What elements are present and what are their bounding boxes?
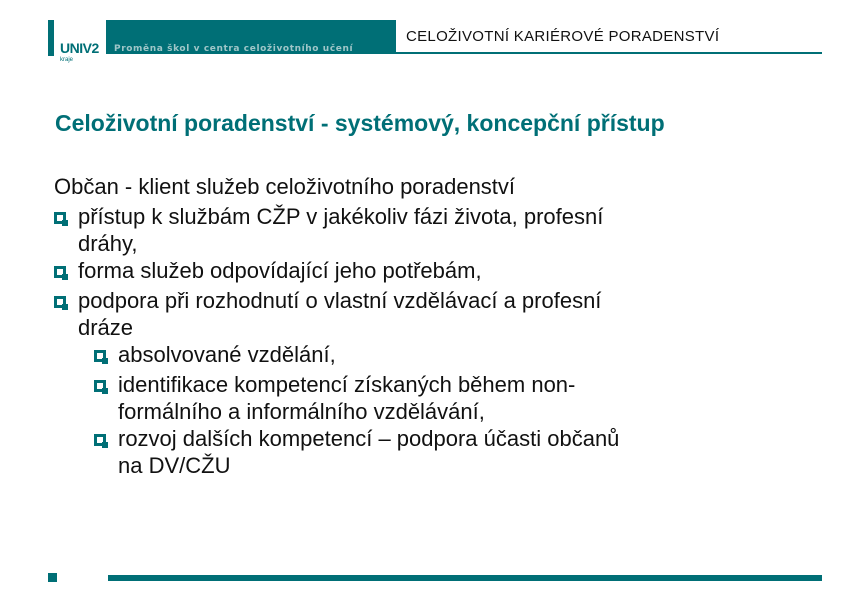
checkbox-bullet-icon xyxy=(54,212,66,224)
logo-accent xyxy=(48,20,54,56)
checkbox-bullet-icon xyxy=(94,434,106,446)
header-tagline: Proměna škol v centra celoživotního učení xyxy=(114,44,354,54)
checkbox-bullet-icon xyxy=(94,350,106,362)
logo-text: UNIV2 xyxy=(60,40,99,56)
logo-subtext: kraje xyxy=(60,57,74,63)
sub-list-item xyxy=(94,424,814,478)
bullet-text-cont: dráze xyxy=(78,315,134,340)
subbullet-text-cont: formálního a informálního vzdělávání, xyxy=(118,399,485,424)
header-title: CELOŽIVOTNÍ KARIÉROVÉ PORADENSTVÍ xyxy=(406,28,720,45)
intro-text: Občan - klient služeb celoživotního poradenství xyxy=(54,174,516,199)
footer-line xyxy=(108,575,822,581)
sub-list-item xyxy=(94,340,814,370)
bullet-text: forma služeb odpovídající jeho potřebám, xyxy=(78,258,482,283)
sub-list-item xyxy=(94,370,814,424)
subbullet-text: rozvoj dalších kompetencí – podpora účasti občanů xyxy=(118,426,620,451)
checkbox-bullet-icon xyxy=(54,266,66,278)
subbullet-text: absolvované vzdělání, xyxy=(118,342,336,367)
checkbox-bullet-icon xyxy=(54,296,66,308)
subbullet-text-cont: na DV/CŽU xyxy=(118,453,231,478)
bullet-text: přístup k službám CŽP v jakékoliv fázi života, profesní xyxy=(78,204,604,229)
slide-body xyxy=(54,172,814,478)
list-item xyxy=(54,256,814,286)
bullet-text-cont: dráhy, xyxy=(78,231,138,256)
checkbox-bullet-icon xyxy=(94,380,106,392)
list-item xyxy=(54,286,814,340)
bullet-text: podpora při rozhodnutí o vlastní vzdělávací a profesní xyxy=(78,288,602,313)
slide-title: Celoživotní poradenství - systémový, koncepční přístup xyxy=(55,110,665,136)
list-item xyxy=(54,202,814,256)
footer-mark xyxy=(48,573,57,582)
subbullet-text: identifikace kompetencí získaných během non- xyxy=(118,372,576,397)
